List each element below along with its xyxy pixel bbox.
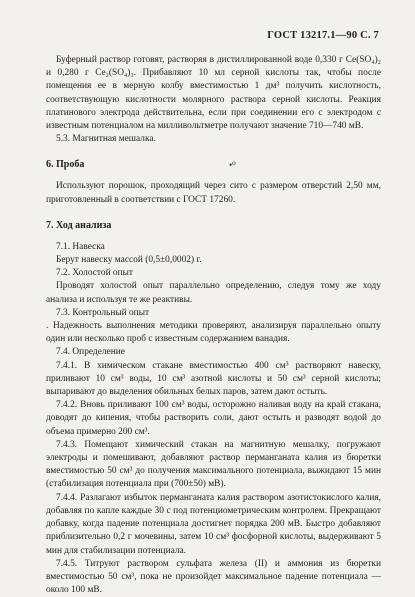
- print-marks: •⁰: [229, 160, 236, 170]
- section-6-heading: 6. Проба: [46, 159, 85, 171]
- step-7-4-4: 7.4.4. Разлагают избыток перманганата калия раствором азотистокислого калия, добавляя по капле каждые 30 с под потенциометрическим контролем. Прекращают добавку, когда падение потенциала достигнет порядка 200 мВ. Быстро добавляют приблизительно 0,2 г мочевины, затем 10 см³ фосфорной кислоты, выдерживают 5 мин для стабилизации потенциала.: [46, 492, 381, 556]
- subsection-7-3: 7.3. Контрольный опыт: [56, 307, 150, 318]
- subsection-7-4: 7.4. Определение: [56, 347, 125, 358]
- item-5-3: 5.3. Магнитная мешалка.: [56, 134, 156, 145]
- subsection-7-1: 7.1. Навеска: [56, 241, 105, 252]
- subsection-7-2-text: Проводят холостой опыт параллельно определению, следуя тому же ходу анализа и используя те же реактивы.: [46, 281, 381, 305]
- buffer-solution-paragraph: Буферный раствор готовят, растворяя в дистиллированной воде 0,330 г Ce(SO₄)₂ и 0,280 г Ce₂(SO₄)₃. Прибавляют 10 мл серной кислоты так, чтобы после помещения ее в мерную колбу вместимостью 1 дм³ получить кислотность, соответствующую кислотности молярного раствора серной кислоты. Реакция платинового электрода действительна, если при соединении его с электродом с известным потенциалом на милливольтметре получают значение 710—740 мВ.: [46, 55, 381, 132]
- running-header: ГОСТ 13217.1—90 С. 7: [267, 30, 379, 41]
- subsection-7-2: 7.2. Холостой опыт: [56, 268, 134, 279]
- step-7-4-1: 7.4.1. В химическом стакане вместимостью 400 см³ растворяют навеску, приливают 10 см³ воды, 10 см³ азотной кислоты и 50 см³ серной кислоты; выпаривают до выделения обильных белых паров, затем дают остыть.: [46, 360, 381, 398]
- step-7-4-2: 7.4.2. Вновь приливают 100 см³ воды, осторожно наливая воду на край стакана, доводят до кипения, чтобы растворить соли, дают остыть и разводят водой до объема примерно 200 см³.: [46, 400, 381, 437]
- section-6-text: Используют порошок, проходящий через сито с размером отверстий 2,50 мм, приготовленный в соответствии с ГОСТ 17260.: [46, 181, 381, 205]
- subsection-7-1-text: Берут навеску массой (0,5±0,0002) г.: [56, 255, 202, 266]
- subsection-7-3-text: . Надежность выполнения методики проверяют, анализируя параллельно опыту один или несколько проб с известным содержанием ванадия.: [46, 321, 381, 345]
- section-7-heading: 7. Ход анализа: [46, 219, 112, 231]
- document-body: [46, 54, 381, 597]
- step-7-4-3: 7.4.3. Помещают химический стакан на магнитную мешалку, погружают электроды и помешивают, добавляют раствор перманганата калия из бюретки вместимостью 50 см³ до получения максимального потенциала, выжидают 15 мин (стабилизация потенциала при (700±50) мВ).: [46, 439, 381, 490]
- step-7-4-5: 7.4.5. Титруют раствором сульфата железа (II) и аммония из бюретки вместимостью 50 см³, пока не произойдет максимальное падение потенциала — около 100 мВ.: [46, 558, 381, 596]
